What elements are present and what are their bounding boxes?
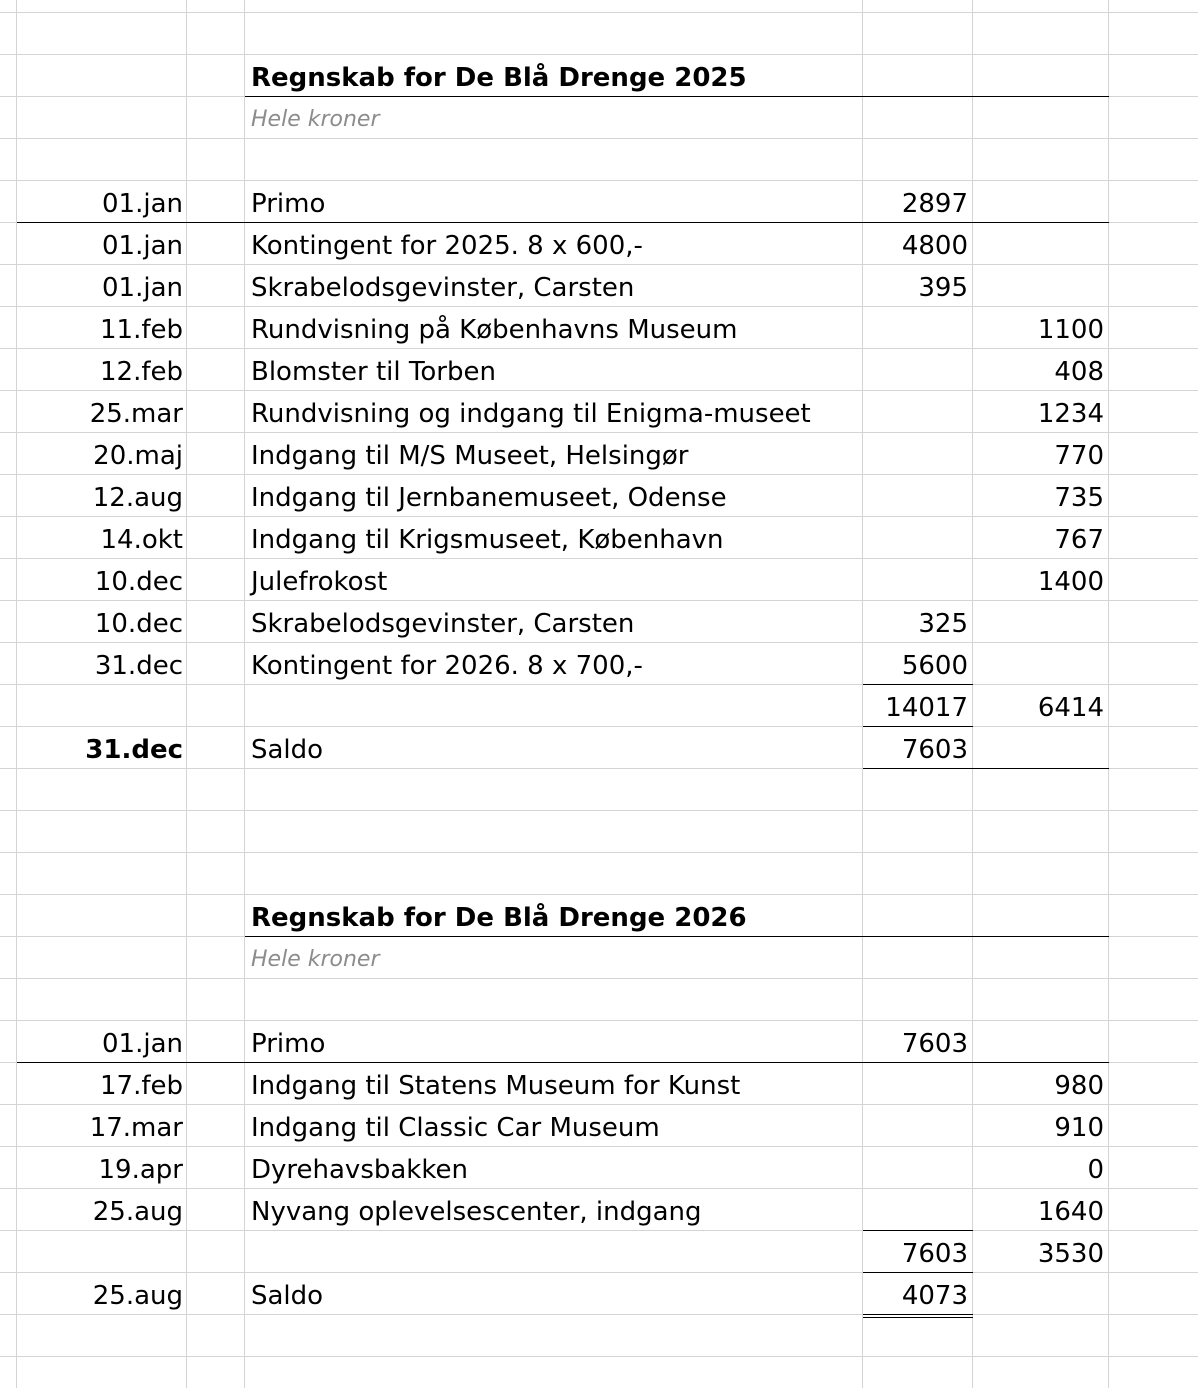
- description-cell[interactable]: Rundvisning og indgang til Enigma-museet: [251, 399, 811, 429]
- income-cell[interactable]: 325: [918, 609, 968, 639]
- section-subtitle[interactable]: Hele kroner: [251, 107, 380, 132]
- description-cell[interactable]: Indgang til Krigsmuseet, København: [251, 525, 724, 555]
- grid-row-line: [0, 1356, 1198, 1357]
- income-cell[interactable]: [863, 1106, 973, 1148]
- date-cell[interactable]: 20.maj: [93, 441, 183, 471]
- balance-value-cell[interactable]: 4073: [901, 1281, 968, 1311]
- total-expense-cell[interactable]: 3530: [1037, 1239, 1104, 1269]
- section-title[interactable]: Regnskab for De Blå Drenge 2026: [251, 903, 747, 933]
- total-income-cell[interactable]: 14017: [885, 693, 968, 723]
- description-cell[interactable]: Rundvisning på Københavns Museum: [251, 315, 738, 345]
- balance-row: [0, 728, 1198, 770]
- sum-line-balance: [863, 726, 973, 727]
- expense-cell[interactable]: [973, 182, 1109, 224]
- income-cell[interactable]: [863, 518, 973, 560]
- expense-cell[interactable]: [973, 224, 1109, 266]
- grid-row-line: [0, 12, 1198, 13]
- section-title[interactable]: Regnskab for De Blå Drenge 2025: [251, 63, 747, 93]
- expense-cell[interactable]: 1400: [1037, 567, 1104, 597]
- income-cell[interactable]: [863, 434, 973, 476]
- table-row: [0, 560, 1198, 602]
- date-cell[interactable]: 14.okt: [100, 525, 183, 555]
- income-cell[interactable]: 395: [918, 273, 968, 303]
- description-cell[interactable]: Indgang til Classic Car Museum: [251, 1113, 660, 1143]
- description-cell[interactable]: Indgang til M/S Museet, Helsingør: [251, 441, 689, 471]
- section-subtitle[interactable]: Hele kroner: [251, 947, 380, 972]
- title-underline: [245, 936, 1109, 937]
- expense-cell[interactable]: 910: [1054, 1113, 1104, 1143]
- balance-value-cell[interactable]: 7603: [901, 735, 968, 765]
- primo-underline: [17, 222, 1109, 223]
- date-cell[interactable]: 01.jan: [102, 189, 183, 219]
- table-row: [0, 476, 1198, 518]
- income-cell[interactable]: [863, 392, 973, 434]
- description-cell[interactable]: Skrabelodsgevinster, Carsten: [251, 273, 635, 303]
- date-cell[interactable]: 01.jan: [102, 231, 183, 261]
- table-row: [0, 644, 1198, 686]
- grid-row-line: [0, 894, 1198, 895]
- expense-cell[interactable]: 0: [1087, 1155, 1104, 1185]
- date-cell[interactable]: 12.aug: [92, 483, 183, 513]
- expense-cell[interactable]: [973, 1022, 1109, 1064]
- expense-cell[interactable]: 1100: [1037, 315, 1104, 345]
- date-cell[interactable]: 31.dec: [94, 651, 183, 681]
- section-title-row: [0, 56, 1198, 98]
- grid-row-line: [0, 810, 1198, 811]
- table-row: [0, 266, 1198, 308]
- date-cell[interactable]: 17.feb: [99, 1071, 183, 1101]
- date-cell[interactable]: 10.dec: [94, 567, 183, 597]
- table-row: [0, 224, 1198, 266]
- sum-line-income: [863, 684, 973, 685]
- balance-row: [0, 1274, 1198, 1316]
- income-cell[interactable]: 4800: [901, 231, 968, 261]
- expense-cell[interactable]: 770: [1054, 441, 1104, 471]
- totals-row: [0, 686, 1198, 728]
- description-cell[interactable]: Kontingent for 2026. 8 x 700,-: [251, 651, 643, 681]
- description-cell[interactable]: Blomster til Torben: [251, 357, 496, 387]
- balance-date-cell[interactable]: 25.aug: [92, 1281, 183, 1311]
- income-cell[interactable]: [863, 308, 973, 350]
- date-cell[interactable]: 01.jan: [102, 273, 183, 303]
- totals-row: [0, 1232, 1198, 1274]
- income-cell[interactable]: [863, 1148, 973, 1190]
- table-row: [0, 350, 1198, 392]
- section-title-row: [0, 896, 1198, 938]
- description-cell[interactable]: Primo: [251, 189, 326, 219]
- grid-row-line: [0, 180, 1198, 181]
- table-row: [0, 182, 1198, 224]
- table-row: [0, 434, 1198, 476]
- section-subtitle-row: [0, 938, 1198, 980]
- expense-cell[interactable]: 1234: [1037, 399, 1104, 429]
- date-cell[interactable]: 12.feb: [99, 357, 183, 387]
- description-cell[interactable]: Nyvang oplevelsescenter, indgang: [251, 1197, 702, 1227]
- title-underline: [245, 96, 1109, 97]
- expense-cell[interactable]: [973, 266, 1109, 308]
- table-row: [0, 602, 1198, 644]
- description-cell[interactable]: Indgang til Statens Museum for Kunst: [251, 1071, 741, 1101]
- expense-cell[interactable]: 735: [1054, 483, 1104, 513]
- description-cell[interactable]: Julefrokost: [251, 567, 388, 597]
- table-row: [0, 1106, 1198, 1148]
- description-cell[interactable]: Primo: [251, 1029, 326, 1059]
- date-cell[interactable]: 11.feb: [99, 315, 183, 345]
- income-cell[interactable]: 2897: [901, 189, 968, 219]
- date-cell[interactable]: 25.mar: [89, 399, 183, 429]
- sum-line-balance: [863, 1272, 973, 1273]
- expense-cell[interactable]: 980: [1054, 1071, 1104, 1101]
- income-cell[interactable]: [863, 476, 973, 518]
- expense-cell[interactable]: [973, 602, 1109, 644]
- total-income-cell[interactable]: 7603: [901, 1239, 968, 1269]
- table-row: [0, 1064, 1198, 1106]
- income-cell[interactable]: [863, 560, 973, 602]
- section-subtitle-row: [0, 98, 1198, 140]
- income-cell[interactable]: 7603: [901, 1029, 968, 1059]
- table-row: [0, 1148, 1198, 1190]
- grid-row-line: [0, 54, 1198, 55]
- date-cell[interactable]: 25.aug: [92, 1197, 183, 1227]
- grid-row-line: [0, 852, 1198, 853]
- description-cell[interactable]: Kontingent for 2025. 8 x 600,-: [251, 231, 643, 261]
- table-row: [0, 1190, 1198, 1232]
- date-cell[interactable]: 01.jan: [102, 1029, 183, 1059]
- income-cell[interactable]: 5600: [901, 651, 968, 681]
- primo-underline: [17, 1062, 1109, 1063]
- table-row: [0, 518, 1198, 560]
- description-cell[interactable]: Dyrehavsbakken: [251, 1155, 468, 1185]
- table-row: [0, 308, 1198, 350]
- balance-underline: [863, 768, 1109, 769]
- grid-row-line: [0, 1020, 1198, 1021]
- expense-cell[interactable]: [973, 644, 1109, 686]
- balance-double-underline: [863, 1314, 973, 1318]
- table-row: [0, 1022, 1198, 1064]
- date-cell[interactable]: 10.dec: [94, 609, 183, 639]
- description-cell[interactable]: Indgang til Jernbanemuseet, Odense: [251, 483, 727, 513]
- total-expense-cell[interactable]: 6414: [1037, 693, 1104, 723]
- table-row: [0, 392, 1198, 434]
- income-cell[interactable]: [863, 1190, 973, 1232]
- expense-cell[interactable]: 767: [1054, 525, 1104, 555]
- income-cell[interactable]: [863, 1064, 973, 1106]
- date-cell[interactable]: 19.apr: [98, 1155, 183, 1185]
- balance-label-cell[interactable]: Saldo: [251, 1281, 324, 1311]
- balance-date-cell[interactable]: 31.dec: [85, 735, 183, 765]
- balance-label-cell[interactable]: Saldo: [251, 735, 324, 765]
- date-cell[interactable]: 17.mar: [89, 1113, 183, 1143]
- sum-line-income: [863, 1230, 973, 1231]
- description-cell[interactable]: Skrabelodsgevinster, Carsten: [251, 609, 635, 639]
- expense-cell[interactable]: 1640: [1037, 1197, 1104, 1227]
- income-cell[interactable]: [863, 350, 973, 392]
- expense-cell[interactable]: 408: [1054, 357, 1104, 387]
